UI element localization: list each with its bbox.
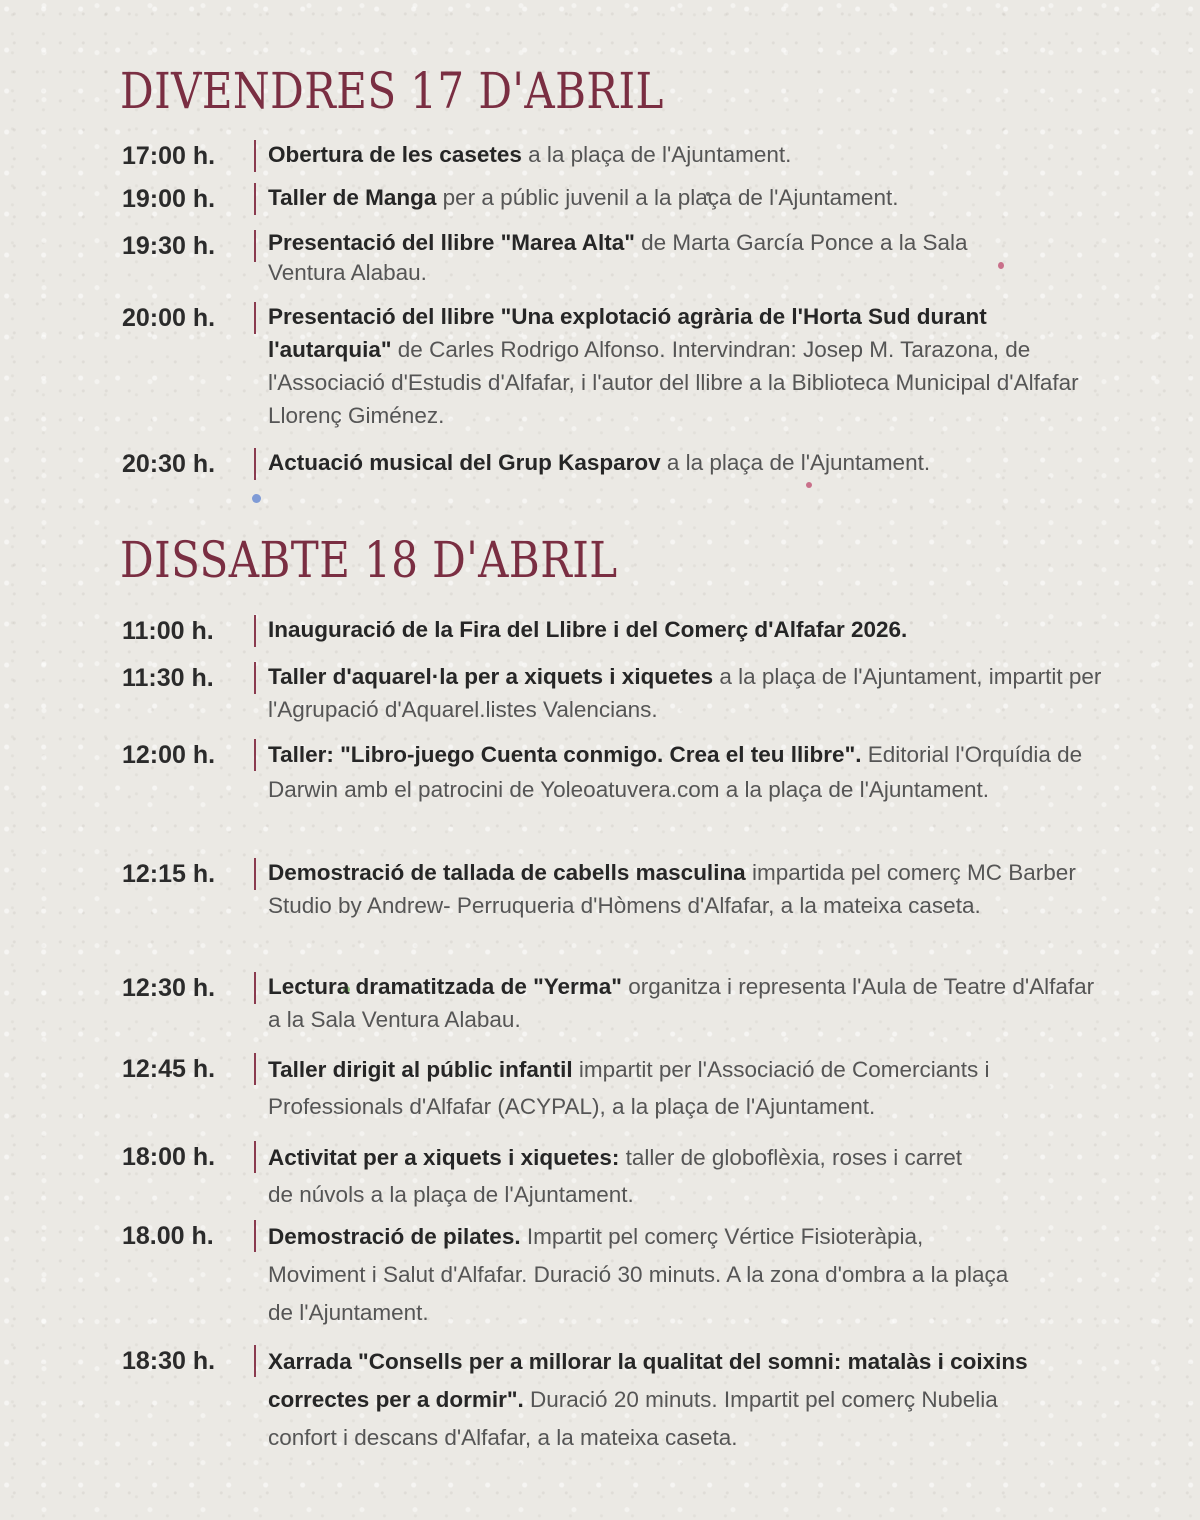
event-row [122, 446, 1107, 482]
event-time: 17:00 h. [122, 142, 216, 170]
event-title: Taller dirigit al públic infantil [268, 1057, 573, 1082]
event-row [122, 1139, 992, 1213]
event-row [122, 856, 1107, 922]
event-time: 12:45 h. [122, 1055, 216, 1083]
event-time: 12:15 h. [122, 860, 216, 888]
event-details: impartit per l'Associació de Comerciants i Professionals d'Alfafar (ACYPAL), a la plaça de l'Ajuntament. [268, 1057, 990, 1119]
event-title: Taller d'aquarel·la per a xiquets i xiquetes [268, 664, 714, 689]
event-time: 11:00 h. [122, 617, 214, 645]
event-details: organitza i representa l'Aula de Teatre d'Alfafar a la Sala Ventura Alabau. [268, 974, 1095, 1032]
event-title: Lectura dramatitzada de "Yerma" [268, 974, 622, 999]
event-title: Taller de Manga [268, 185, 437, 210]
time-separator [254, 739, 256, 771]
event-title: Demostració de pilates. [268, 1224, 521, 1249]
time-separator [254, 858, 256, 890]
event-details: Impartit pel comerç Vértice Fisioteràpia, Moviment i Salut d'Alfafar. Duració 30 minuts. A la zona d'ombra a la plaça de l'Ajuntament. [268, 1224, 1009, 1325]
event-details: a la plaça de l'Ajuntament. [521, 142, 792, 167]
event-description [268, 856, 1107, 922]
time-separator [254, 140, 256, 172]
event-description [268, 1051, 1107, 1125]
event-description [268, 660, 1107, 726]
event-description [268, 446, 1107, 480]
time-separator [254, 1220, 256, 1252]
event-details: taller de globoflèxia, roses i carret de núvols a la plaça de l'Ajuntament. [268, 1145, 963, 1207]
event-description [268, 970, 1107, 1036]
event-description [268, 300, 1107, 432]
event-row [122, 228, 992, 288]
saturday-heading: DISSABTE 18 D'ABRIL [120, 531, 618, 589]
paper-speck [998, 262, 1004, 269]
event-time: 11:30 h. [122, 664, 214, 692]
event-row [122, 613, 1107, 649]
time-separator [254, 1345, 256, 1377]
time-separator [254, 972, 256, 1004]
time-separator [254, 448, 256, 480]
event-row [122, 1218, 1022, 1332]
event-details: impartida pel comerç MC Barber Studio by Andrew- Perruqueria d'Hòmens d'Alfafar, a la mateixa caseta. [268, 860, 1076, 918]
event-time: 18:30 h. [122, 1347, 216, 1375]
event-description [268, 1218, 1022, 1332]
event-title: Obertura de les casetes [268, 142, 522, 167]
event-time: 20:00 h. [122, 304, 216, 332]
event-time: 12:00 h. [122, 741, 216, 769]
event-time: 18:00 h. [122, 1143, 216, 1171]
event-title: Xarrada "Consells per a millorar la qualitat del somni: matalàs i coixins correctes per a dormir". [268, 1349, 1028, 1412]
event-row [122, 181, 1107, 217]
time-separator [254, 615, 256, 647]
paper-speck [252, 494, 261, 503]
time-separator [254, 302, 256, 334]
event-row [122, 737, 1107, 807]
event-details: per a públic juvenil a la plaça de l'Ajuntament. [436, 185, 899, 210]
time-separator [254, 183, 256, 215]
event-time: 19:00 h. [122, 185, 216, 213]
event-title: Presentació del llibre "Marea Alta" [268, 230, 635, 255]
event-row [122, 1051, 1107, 1125]
event-details: a la plaça de l'Ajuntament. [660, 450, 931, 475]
event-title: Activitat per a xiquets i xiquetes: [268, 1145, 620, 1170]
event-details: de Carles Rodrigo Alfonso. Intervindran: Josep M. Tarazona, de l'Associació d'Estudis d'Alfafar, i l'autor del llibre a la Biblioteca Municipal d'Alfafar Llorenç Giménez. [268, 337, 1079, 428]
event-row [122, 138, 1107, 174]
event-description [268, 737, 1107, 807]
event-details: de Marta García Ponce a la Sala Ventura Alabau. [268, 230, 968, 285]
time-separator [254, 1141, 256, 1173]
event-time: 19:30 h. [122, 232, 216, 260]
event-title: Presentació del llibre "Una explotació agrària de l'Horta Sud durant l'autarquia" [268, 304, 987, 362]
event-title: Taller: "Libro-juego Cuenta conmigo. Crea el teu llibre". [268, 742, 862, 767]
event-description [268, 228, 992, 288]
event-details: Editorial l'Orquídia de Darwin amb el patrocini de Yoleoatuvera.com a la plaça de l'Ajuntament. [268, 742, 1083, 802]
event-row [122, 300, 1107, 432]
event-description [268, 1139, 992, 1213]
time-separator [254, 230, 256, 262]
friday-heading: DIVENDRES 17 D'ABRIL [120, 62, 664, 120]
paper-speck [806, 482, 812, 488]
event-time: 18.00 h. [122, 1222, 214, 1250]
event-description [268, 181, 1107, 215]
event-time: 20:30 h. [122, 450, 216, 478]
event-description [268, 138, 1107, 172]
event-row [122, 970, 1107, 1036]
event-details: Duració 20 minuts. Impartit pel comerç Nubelia confort i descans d'Alfafar, a la mateixa caseta. [268, 1387, 998, 1450]
event-title: Inauguració de la Fira del Llibre i del Comerç d'Alfafar 2026. [268, 617, 908, 642]
event-title: Actuació musical del Grup Kasparov [268, 450, 661, 475]
time-separator [254, 662, 256, 694]
event-row [122, 660, 1107, 726]
event-details: a la plaça de l'Ajuntament, impartit per l'Agrupació d'Aquarel.listes Valencians. [268, 664, 1102, 722]
event-title: Demostració de tallada de cabells masculina [268, 860, 746, 885]
event-description [268, 1343, 1057, 1457]
event-description [268, 613, 1107, 647]
event-row [122, 1343, 1057, 1457]
time-separator [254, 1053, 256, 1085]
event-time: 12:30 h. [122, 974, 216, 1002]
